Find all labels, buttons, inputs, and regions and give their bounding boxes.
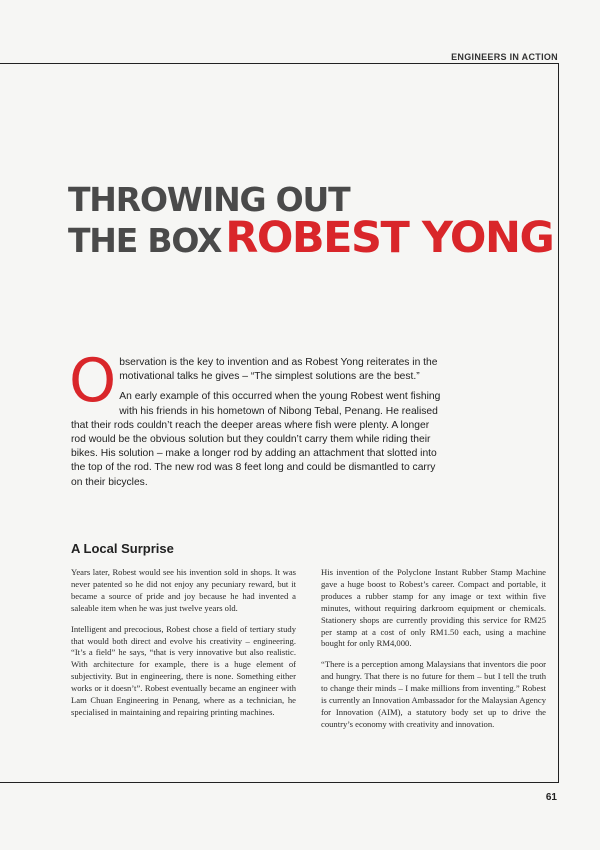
section-tag: ENGINEERS IN ACTION xyxy=(451,52,558,62)
intro-paragraph-2: An early example of this occurred when the young Robest went fishing with his friends in his hometown of Nibong Tebal, Penang. He realised that their rods couldn’t reach the deeper areas where fish were plenty. A longer rod would be the obvious solution but they couldn’t carry them while riding their bikes. His solution – make a longer rod by adding an attachment that slotted into the top of the rod. The new rod was 8 feet long and could be dismantled to carry on their bicycles. xyxy=(71,391,441,488)
article-title xyxy=(68,180,554,263)
body-paragraph: Intelligent and precocious, Robest chose a field of tertiary study that would both direct and evolve his creativity – engineering. “It’s a field” he says, “that is very innovative but also realistic. With architecture for example, there is a huge element of subjectivity. But in engineering, there is none. Something either works or it doesn’t”. Robest eventually became an engineer with Lam Chuan Engineering in Penang, where as a technician, he specialised in maintaining and repairing printing machines. xyxy=(71,623,296,717)
body-paragraph: His invention of the Polyclone Instant Rubber Stamp Machine gave a huge boost to Robest’s career. Compact and portable, it produces a rubber stamp for any image or text within five minutes, without requiring darkroom equipment or chemicals. Stationery shops are currently providing this service for RM25 per stamp at a cost of only RM1.50 each, using a machine bought for only RM4,000. xyxy=(321,567,546,649)
body-paragraph: “There is a perception among Malaysians that inventors die poor and hungry. That there is no future for them – but I tell the truth to change their minds – I make millions from inventing.” Robest is currently an Innovation Ambassador for the Malaysian Agency for Innovation (AIM), a statutory body set up to drive the country’s economy with creativity and innovation. xyxy=(321,659,546,729)
section-heading: A Local Surprise xyxy=(71,541,174,556)
body-paragraph: Years later, Robest would see his invention sold in shops. It was never patented so he did not enjoy any pecuniary reward, but it became a source of pride and joy because he had invented a saleable item when he was just twelve years old. xyxy=(71,567,296,613)
title-person-name: ROBEST YONG xyxy=(225,213,554,263)
title-line-2 xyxy=(68,213,554,263)
title-line-2-prefix: THE BOX xyxy=(68,221,222,260)
intro-paragraph-1-text: bservation is the key to invention and as Robest Yong reiterates in the motivational talks he gives – “The simplest solutions are the best.” xyxy=(119,357,438,383)
drop-cap: O xyxy=(69,346,117,416)
intro-text xyxy=(69,346,443,496)
body-column-left xyxy=(71,567,296,728)
title-line-1: THROWING OUT xyxy=(68,180,350,219)
page-number: 61 xyxy=(545,792,557,803)
intro-paragraph-1 xyxy=(69,346,443,416)
body-column-right xyxy=(321,567,546,740)
bottom-rule xyxy=(0,782,559,783)
right-rule xyxy=(558,63,559,783)
top-rule xyxy=(0,63,559,64)
